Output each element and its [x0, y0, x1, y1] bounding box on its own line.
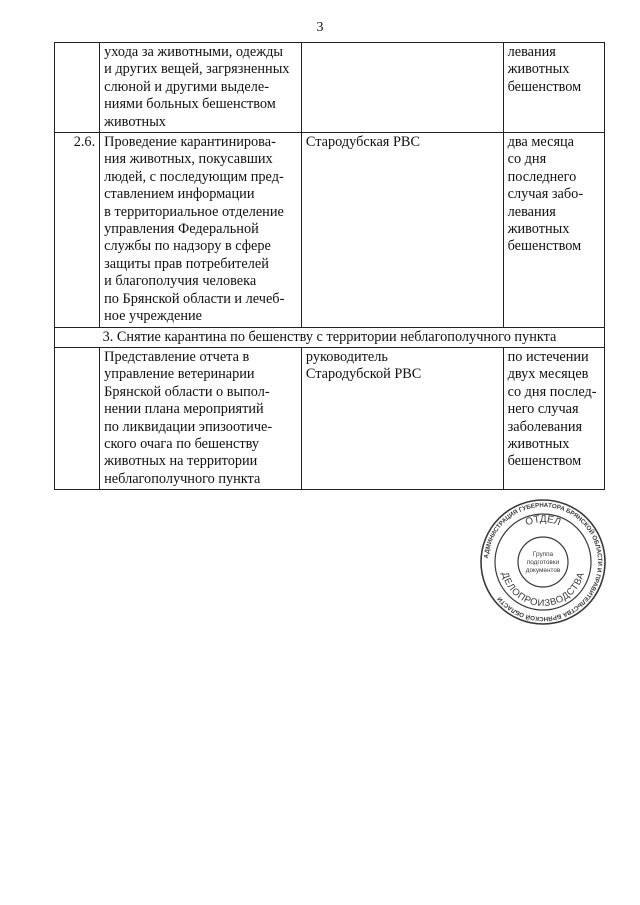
term-cell: [503, 347, 604, 489]
office-stamp: [479, 498, 607, 626]
action-line: Представление отчета в: [104, 348, 250, 365]
action-line: по ликвидации эпизоотиче-: [104, 418, 273, 435]
action-line: Проведение карантинирова-: [104, 134, 276, 151]
term-line: левания: [507, 203, 556, 220]
action-line: ставлением информации: [104, 186, 255, 203]
term-line: бешенством: [507, 238, 582, 255]
action-cell: [100, 347, 302, 489]
term-line: животных: [507, 61, 570, 78]
action-cell: [100, 133, 302, 327]
table-row: [55, 43, 605, 133]
stamp-outer-text: АДМИНИСТРАЦИЯ ГУБЕРНАТОРА БРЯНСКОЙ ОБЛАСТИ И ПРАВИТЕЛЬСТВА БРЯНСКОЙ ОБЛАСТИ: [483, 501, 604, 623]
measures-table: [54, 42, 605, 490]
action-line: ухода за животными, одежды: [104, 44, 284, 60]
action-line: управления Федеральной: [104, 221, 259, 238]
action-line: нении плана мероприятий: [104, 401, 264, 418]
responsible-line: руководитель: [305, 348, 388, 365]
action-line: и других вещей, загрязненных: [104, 61, 290, 78]
term-cell: [503, 43, 604, 133]
action-line: службы по надзору в сфере: [104, 238, 271, 255]
responsible-line: Стародубской РВС: [305, 366, 422, 383]
action-cell: [100, 43, 302, 133]
stamp-center-line: документов: [525, 567, 561, 574]
stamp-center-line: подготовки: [526, 559, 560, 566]
responsible-cell: [301, 43, 503, 133]
action-line: ное учреждение: [104, 308, 203, 325]
term-line: со дня: [507, 151, 547, 168]
term-line: животных: [507, 435, 570, 452]
term-line: со дня послед-: [507, 383, 597, 400]
table-row: [55, 347, 605, 489]
stamp-department-top: ОТДЕЛ: [524, 513, 563, 529]
term-line: два месяца: [507, 134, 575, 151]
action-line: людей, с последующим пред-: [104, 168, 284, 185]
action-line: неблагополучного пункта: [104, 470, 261, 487]
section-title: 3. Снятие карантина по бешенству с территории неблагополучного пункта: [55, 327, 605, 347]
responsible-cell: [301, 133, 503, 327]
action-line: в территориальное отделение: [104, 203, 284, 220]
action-line: и благополучия человека: [104, 273, 257, 290]
stamp-center-line: Группа: [532, 551, 554, 558]
term-line: случая забо-: [507, 186, 584, 203]
term-line: по истечении: [507, 348, 589, 365]
action-line: управление ветеринарии: [104, 366, 255, 383]
action-line: животных: [104, 113, 166, 130]
stamp-department-bottom: ДЕЛОПРОИЗВОДСТВА: [498, 570, 588, 610]
action-line: по Брянской области и лечеб-: [104, 290, 285, 307]
action-line: слюной и другими выделе-: [104, 78, 269, 95]
row-number: [55, 347, 100, 489]
term-line: животных: [507, 221, 570, 238]
action-line: ниями больных бешенством: [104, 96, 276, 113]
term-line: заболевания: [507, 418, 583, 435]
term-line: последнего: [507, 168, 577, 185]
term-line: бешенством: [507, 78, 582, 95]
term-line: двух месяцев: [507, 366, 589, 383]
responsible-line: Стародубская РВС: [305, 134, 420, 151]
page-number: 3: [316, 20, 324, 35]
term-line: него случая: [507, 401, 579, 418]
row-number: [55, 43, 100, 133]
action-line: ского очага по бешенству: [104, 435, 260, 452]
responsible-cell: [301, 347, 503, 489]
row-number: 2.6.: [55, 133, 100, 327]
section-header-row: [55, 327, 605, 347]
term-line: левания: [507, 44, 556, 60]
action-line: защиты прав потребителей: [104, 255, 269, 272]
action-line: ния животных, покусавших: [104, 151, 273, 168]
table-row: [55, 133, 605, 327]
action-line: животных на территории: [104, 453, 258, 470]
action-line: Брянской области о выпол-: [104, 383, 270, 400]
term-cell: [503, 133, 604, 327]
term-line: бешенством: [507, 453, 582, 470]
